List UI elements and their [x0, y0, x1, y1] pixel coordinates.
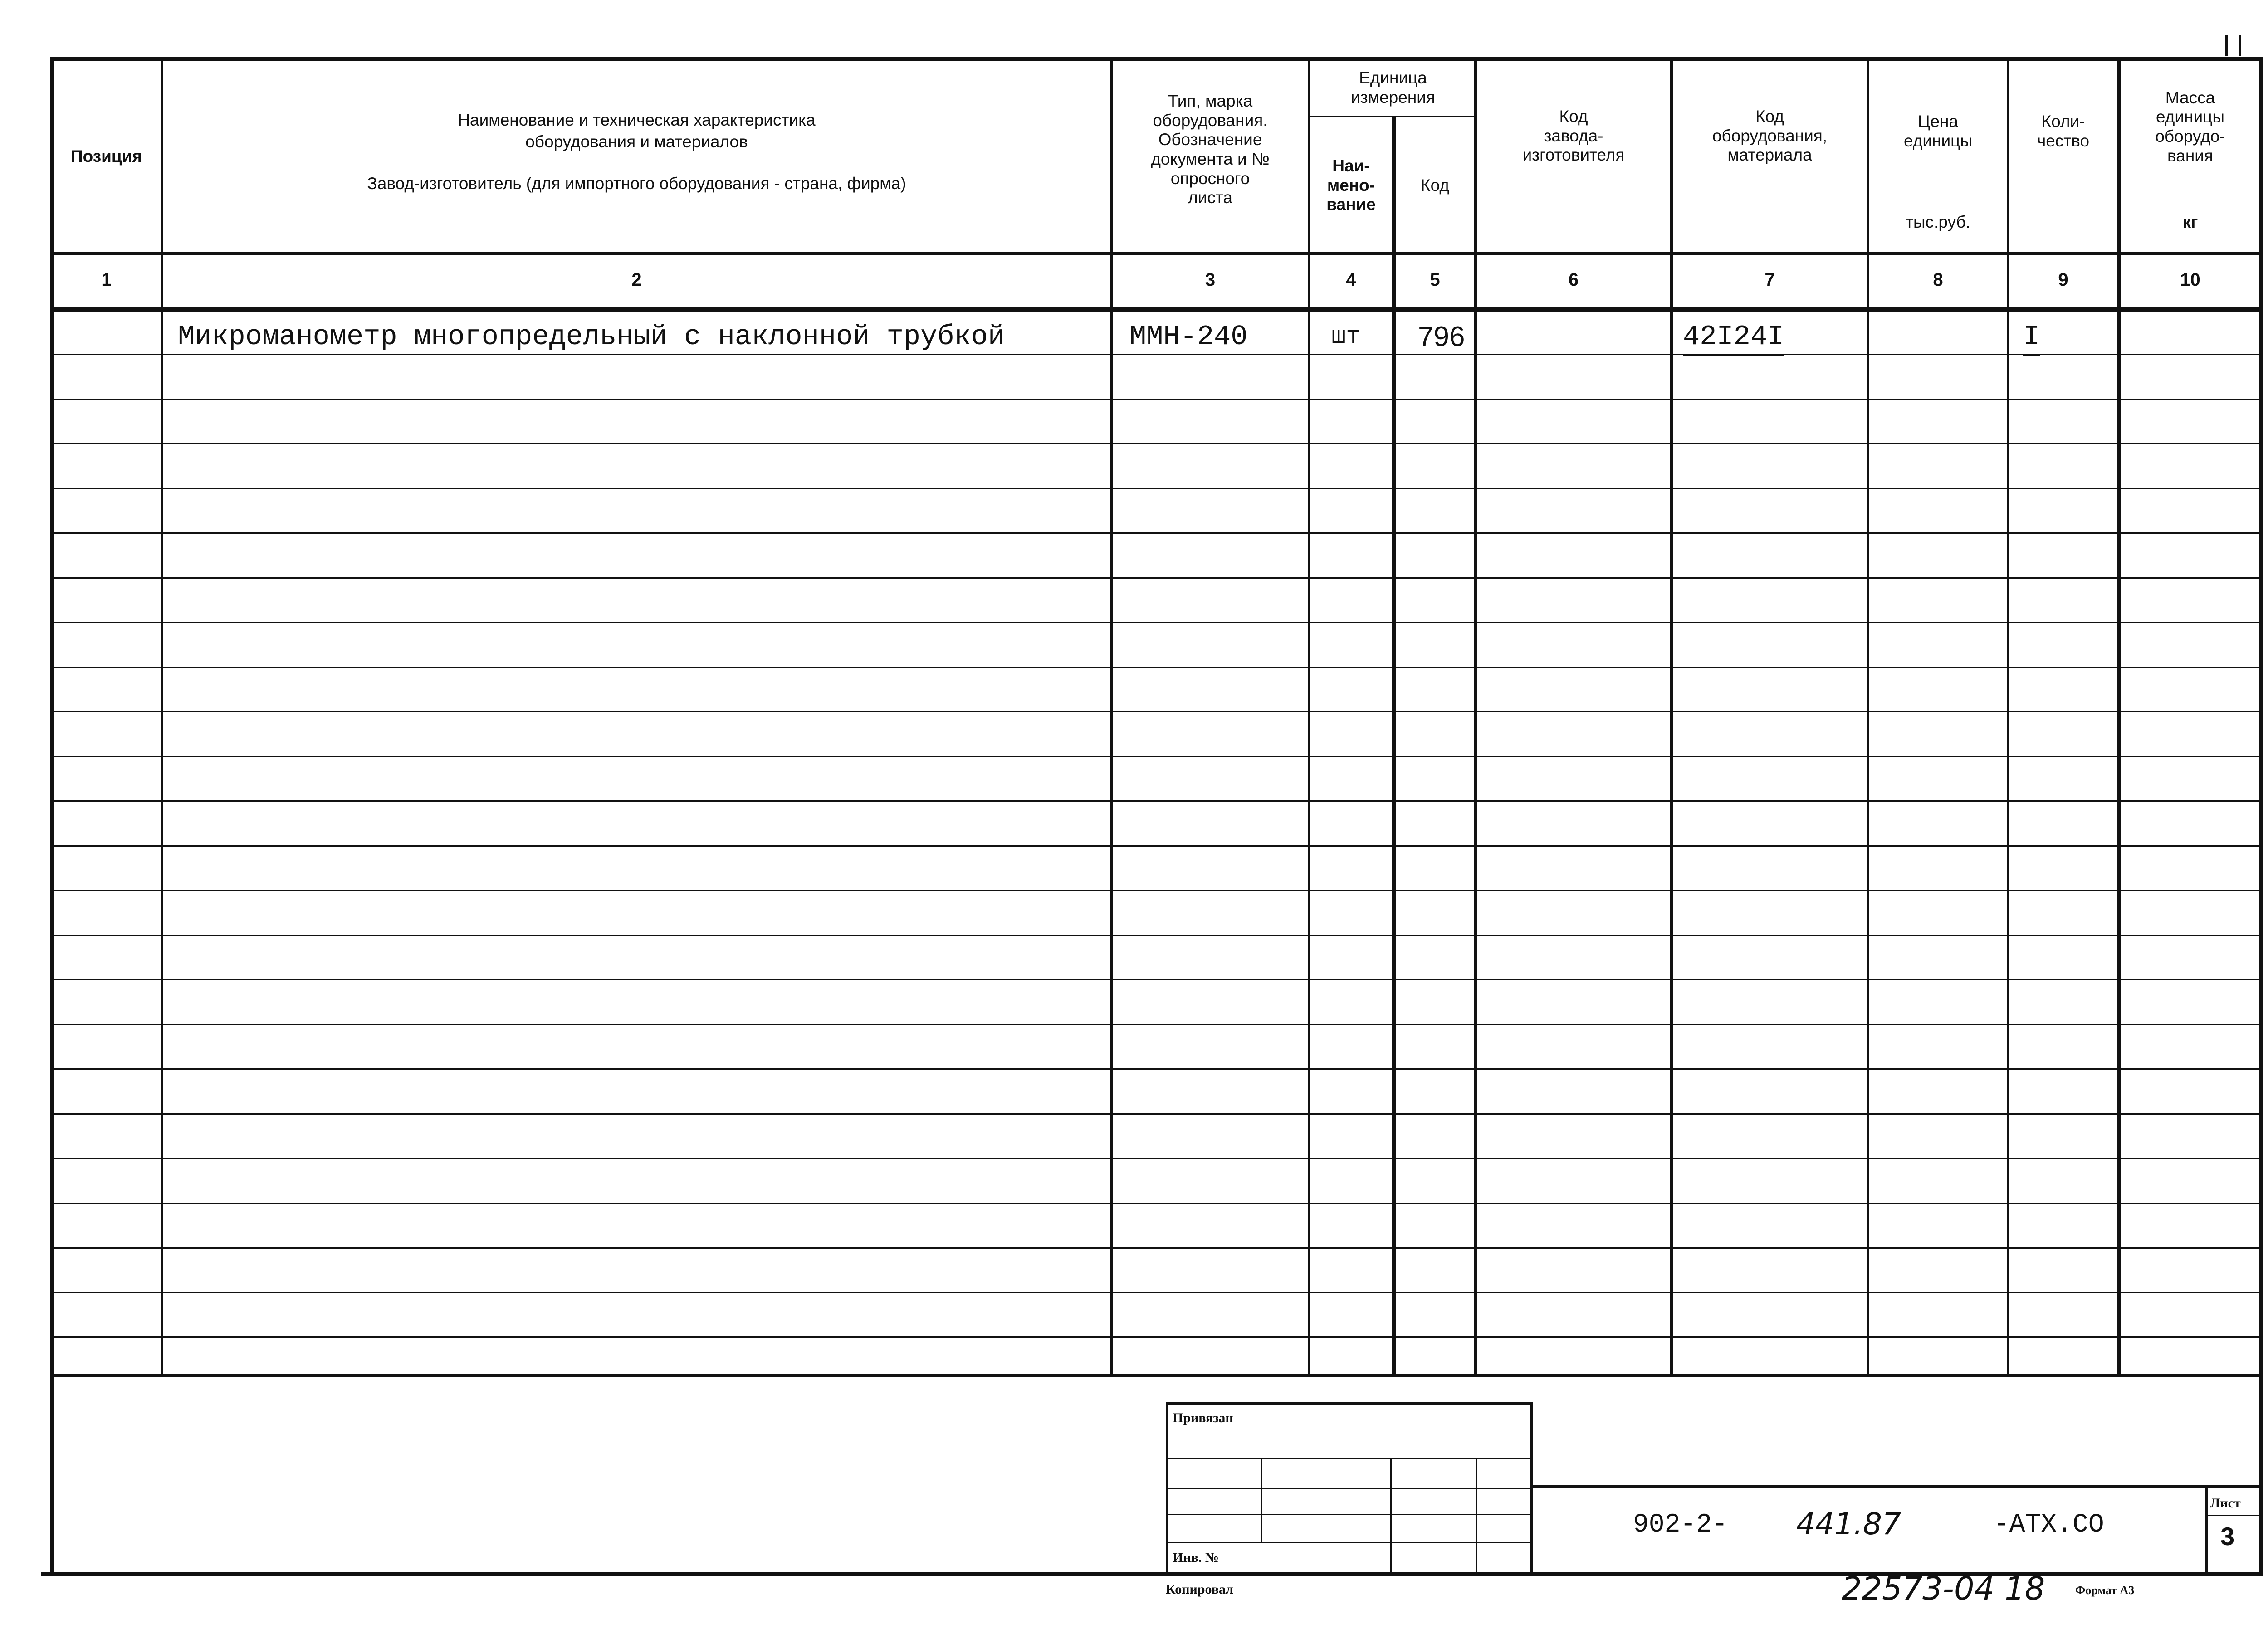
table-row-rule: [50, 532, 2263, 534]
table-row-rule: [50, 935, 2263, 936]
column-number-1: 1: [101, 270, 112, 290]
column-number-9: 9: [2058, 270, 2068, 290]
doc-code-prefix: 902-2-: [1633, 1510, 1728, 1540]
col-line-9: [2117, 57, 2121, 1377]
header-name-line2: оборудования и материалов: [525, 132, 748, 151]
table-row-rule: [50, 1203, 2263, 1204]
sheet-number: 3: [2220, 1522, 2235, 1551]
column-number-6: 6: [1568, 270, 1579, 290]
column-number-3: 3: [1205, 270, 1216, 290]
header-mass: Масса единицы оборудо- вания: [2155, 88, 2225, 165]
header-equipment-code: Код оборудования, материала: [1712, 107, 1828, 165]
col-line-5: [1474, 57, 1477, 1377]
table-row-rule: [50, 1158, 2263, 1159]
col-line-8: [2007, 57, 2009, 1377]
row-name: Микроманометр многопредельный с наклонной трубкой: [178, 321, 1005, 353]
header-mass-unit: кг: [2182, 212, 2198, 231]
column-number-2: 2: [631, 270, 642, 290]
stamp-row-line-2: [1166, 1488, 1533, 1489]
doc-code-number: 441.87: [1796, 1507, 1901, 1541]
column-number-4: 4: [1346, 270, 1356, 290]
column-number-8: 8: [1933, 270, 1943, 290]
frame-top-line: [50, 57, 2263, 61]
footer-archive-number: 22573-04 18: [1842, 1570, 2045, 1607]
row-equipment-code-text: 42I24I: [1683, 321, 1784, 356]
table-bottom-line: [50, 1374, 2263, 1377]
row-quantity: [2023, 323, 2040, 351]
table-row-rule: [50, 443, 2263, 444]
column-number-5: 5: [1430, 270, 1440, 290]
table-row-rule: [50, 577, 2263, 579]
table-row-rule: [50, 845, 2263, 847]
stamp-col-line-2: [1390, 1458, 1392, 1574]
footer-copied: Копировал: [1166, 1582, 1234, 1597]
column-number-10: 10: [2180, 270, 2200, 290]
row-quantity-text: I: [2023, 321, 2040, 356]
stamp-row-line-4: [1166, 1542, 1533, 1543]
doc-code-top-line: [1530, 1485, 2263, 1488]
header-unit-name: Наи- мено- вание: [1326, 156, 1376, 214]
table-row-rule: [50, 1113, 2263, 1115]
corner-tick-mark-2: [2239, 35, 2241, 56]
stamp-row-line-3: [1166, 1514, 1533, 1515]
stamp-col-line-3: [1476, 1458, 1477, 1574]
row-type: ММН-240: [1129, 321, 1248, 353]
table-row-rule: [50, 354, 2263, 355]
stamp-top-line: [1166, 1402, 1533, 1405]
row-unit-name: шт: [1331, 323, 1361, 351]
corner-tick-mark: [2225, 35, 2228, 56]
header-position: Позиция: [71, 146, 142, 166]
stamp-privyazan: Привязан: [1173, 1410, 1233, 1425]
frame-right-line: [2259, 57, 2263, 1576]
table-row-rule: [50, 1292, 2263, 1293]
col-line-6: [1670, 57, 1673, 1377]
table-row-rule: [50, 488, 2263, 489]
table-row-rule: [50, 890, 2263, 891]
table-row-rule: [50, 667, 2263, 668]
row-equipment-code: [1683, 323, 1784, 351]
header-maker-code: Код завода- изготовителя: [1522, 107, 1625, 165]
header-price: Цена единицы: [1904, 112, 1972, 150]
table-row-rule: [50, 979, 2263, 980]
col-line-3: [1308, 57, 1310, 1377]
header-name-line1: Наименование и техническая характеристика: [458, 110, 816, 129]
column-number-7: 7: [1765, 270, 1775, 290]
col-line-1: [161, 57, 163, 1377]
table-row-rule: [50, 756, 2263, 757]
table-row-rule: [50, 399, 2263, 400]
stamp-inv-no: Инв. №: [1173, 1550, 1219, 1565]
header-unit-code: Код: [1421, 176, 1449, 195]
table-row-rule: [50, 800, 2263, 802]
table-row-rule: [50, 1247, 2263, 1249]
col-line-7: [1867, 57, 1869, 1377]
table-row-rule: [50, 1068, 2263, 1070]
header-price-unit: тыс.руб.: [1906, 212, 1970, 231]
doc-code-suffix: -АТХ.СО: [1994, 1510, 2104, 1540]
sheet-label: Лист: [2210, 1496, 2241, 1511]
table-row-rule: [50, 1024, 2263, 1025]
header-name-line3: Завод-изготовитель (для импортного оборудования - страна, фирма): [367, 174, 906, 193]
footer-format: Формат А3: [2075, 1584, 2135, 1597]
row-unit-code: 796: [1418, 321, 1465, 352]
table-row-rule: [50, 711, 2263, 712]
table-row-rule: [50, 622, 2263, 623]
sheet-box-divider: [2205, 1515, 2262, 1516]
col-line-4: [1392, 116, 1396, 1377]
header-type: Тип, марка оборудования. Обозначение документа и № опросного листа: [1151, 92, 1270, 207]
stamp-col-line-1: [1261, 1458, 1262, 1542]
header-bottom-line: [50, 252, 2263, 255]
sheet-box-left-line: [2205, 1485, 2208, 1574]
header-unit-group: Единица измерения: [1351, 68, 1435, 107]
col-line-2: [1110, 57, 1113, 1377]
table-row-rule: [50, 1336, 2263, 1338]
stamp-row-line-1: [1166, 1458, 1533, 1459]
number-row-bottom-line: [50, 307, 2263, 312]
header-quantity: Коли- чество: [2037, 112, 2090, 150]
unit-group-divider: [1308, 116, 1476, 117]
